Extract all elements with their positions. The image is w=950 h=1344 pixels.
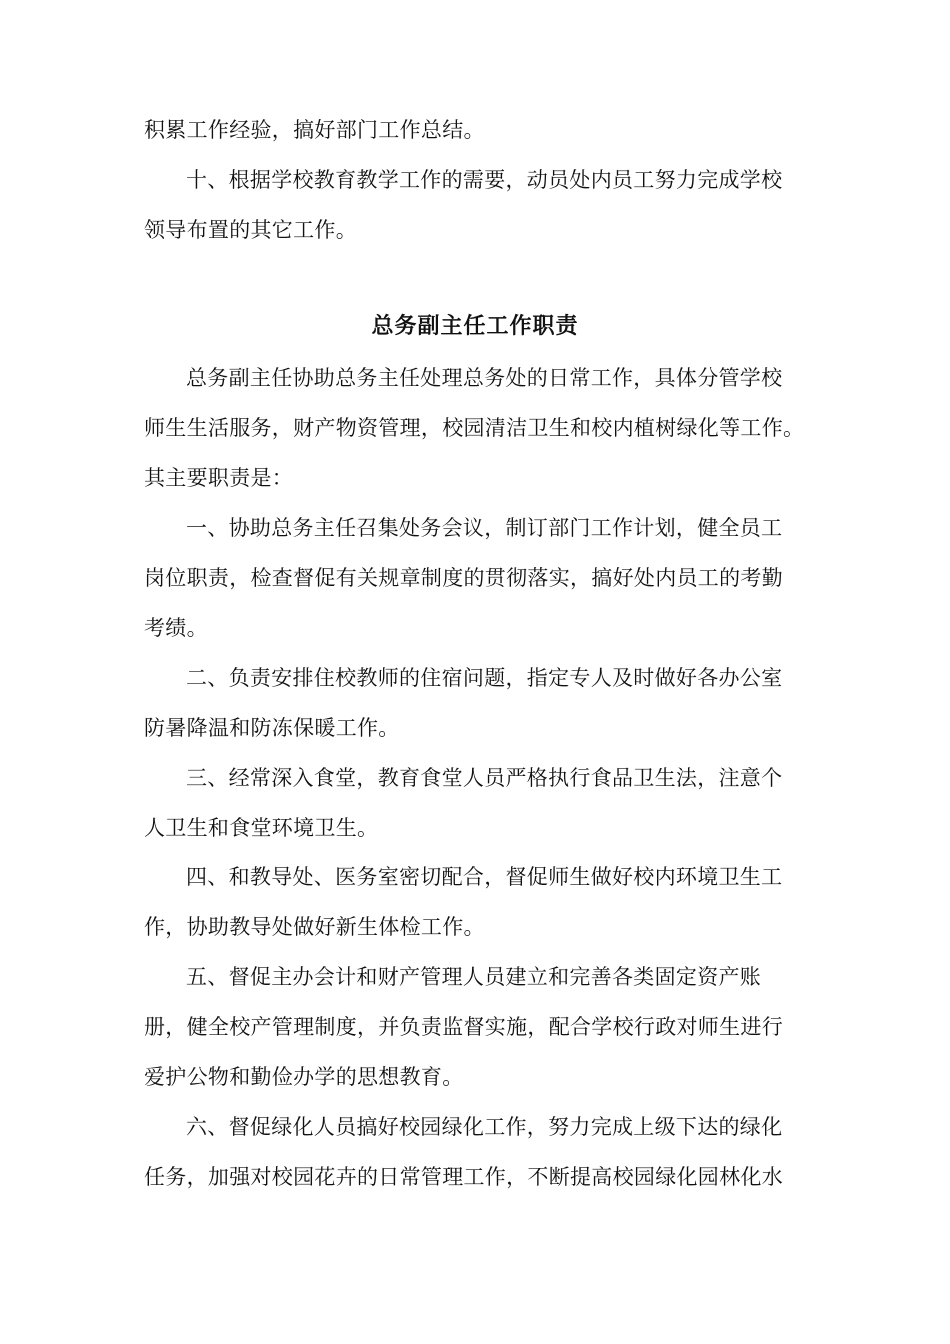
intro-paragraph-line: 总务副主任协助总务主任处理总务处的日常工作，具体分管学校: [186, 366, 783, 390]
duty-item-6-line: 任务，加强对校园花卉的日常管理工作，不断提高校园绿化园林化水: [144, 1165, 783, 1189]
prev-item-ten-line: 领导布置的其它工作。: [144, 218, 357, 242]
duty-item-5-line: 爱护公物和勤俭办学的思想教育。: [144, 1065, 464, 1089]
duty-item-3-line: 三、经常深入食堂，教育食堂人员严格执行食品卫生法，注意个: [186, 766, 783, 790]
duty-item-5-line: 册，健全校产管理制度，并负责监督实施，配合学校行政对师生进行: [144, 1015, 783, 1039]
duty-item-4-line: 作，协助教导处做好新生体检工作。: [144, 915, 485, 939]
duty-item-1-line: 岗位职责，检查督促有关规章制度的贯彻落实，搞好处内员工的考勤: [144, 566, 783, 590]
intro-paragraph-line: 师生生活服务，财产物资管理，校园清洁卫生和校内植树绿化等工作。: [144, 416, 805, 440]
duty-item-4-line: 四、和教导处、医务室密切配合，督促师生做好校内环境卫生工: [186, 865, 783, 889]
duty-item-5-line: 五、督促主办会计和财产管理人员建立和完善各类固定资产账: [186, 965, 762, 989]
section-title: 总务副主任工作职责: [371, 314, 579, 339]
duty-item-2-line: 防暑降温和防冻保暖工作。: [144, 716, 400, 740]
prev-item-ten-line: 十、根据学校教育教学工作的需要，动员处内员工努力完成学校: [186, 168, 783, 192]
duty-item-3-line: 人卫生和食堂环境卫生。: [144, 816, 379, 840]
prev-paragraph-line: 积累工作经验，搞好部门工作总结。: [144, 118, 485, 142]
intro-paragraph-line: 其主要职责是：: [144, 466, 294, 490]
duty-item-6-line: 六、督促绿化人员搞好校园绿化工作，努力完成上级下达的绿化: [186, 1115, 783, 1139]
duty-item-1-line: 考绩。: [144, 616, 208, 640]
duty-item-2-line: 二、负责安排住校教师的住宿问题，指定专人及时做好各办公室: [186, 666, 783, 690]
duty-item-1-line: 一、协助总务主任召集处务会议，制订部门工作计划，健全员工: [186, 516, 783, 540]
